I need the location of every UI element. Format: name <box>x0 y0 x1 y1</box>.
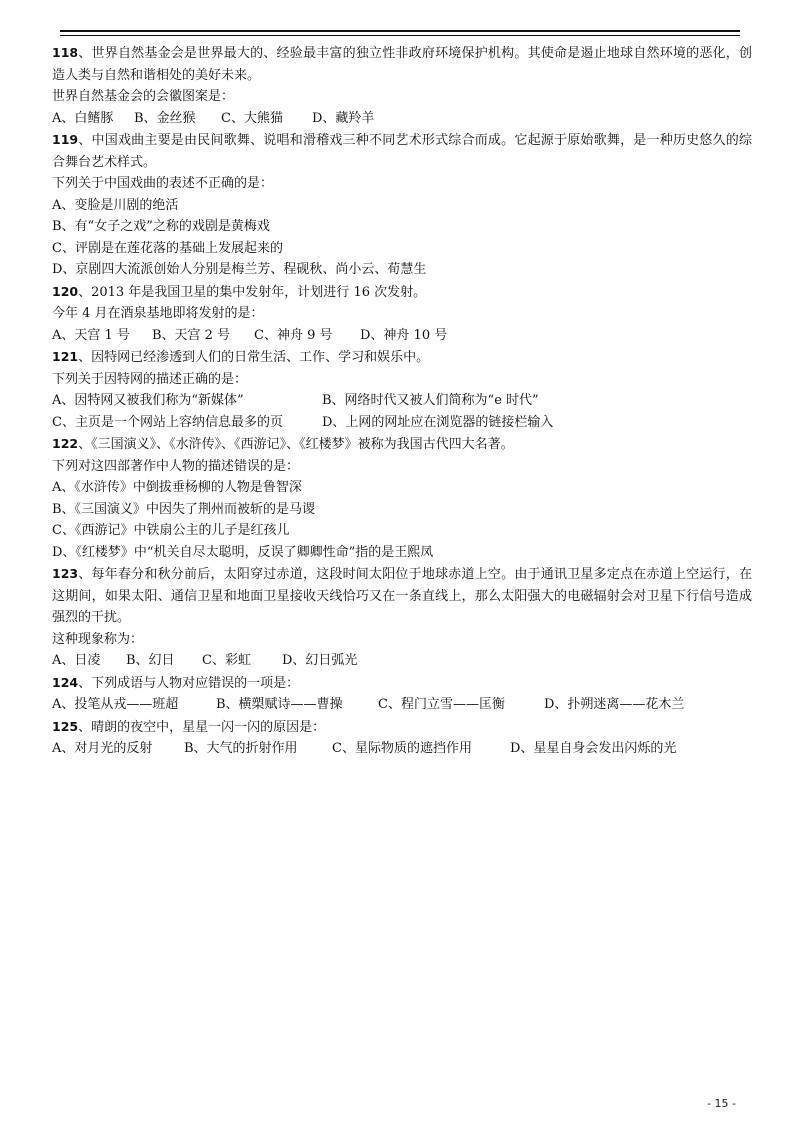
question-123 <box>52 563 752 672</box>
question-prompt: 这种现象称为： <box>52 631 144 647</box>
question-119 <box>52 129 752 281</box>
option-b: B、横槊赋诗——曹操 <box>216 697 343 712</box>
document-body <box>52 42 752 760</box>
option-c: C、星际物质的遮挡作用 <box>332 741 472 756</box>
question-number: 121 <box>52 349 79 364</box>
option-a: A、因特网又被我们称为“新媒体” <box>52 393 244 408</box>
option-a: A、日凌 <box>52 653 101 668</box>
option-b: B、大气的折射作用 <box>184 741 298 756</box>
question-122 <box>52 433 752 563</box>
option-a: A、变脸是川剧的绝活 <box>52 197 179 213</box>
question-text: 、《三国演义》、《水浒传》、《西游记》、《红楼梦》被称为我国古代四大名著。 <box>78 437 514 452</box>
options-row <box>52 694 752 716</box>
option-a: A、《水浒传》中倒拔垂杨柳的人物是鲁智深 <box>52 480 302 495</box>
question-text: 、每年春分和秋分前后，太阳穿过赤道，这段时间太阳位于地球赤道上空。由于通讯卫星多定点在赤道上空运行，在这期间，如果太阳、通信卫星和地面卫星接收天线恰巧又在一条直线上，那么太阳强大的电磁辐射会对卫星下行信号造成强烈的干扰。 <box>52 567 752 625</box>
question-prompt: 今年 4 月在酒泉基地即将发射的是： <box>52 306 264 321</box>
option-b: B、网络时代又被人们简称为“e 时代” <box>322 393 539 408</box>
option-a: A、投笔从戎——班超 <box>52 697 179 712</box>
options-row <box>52 108 752 130</box>
option-d: D、星星自身会发出闪烁的光 <box>510 741 677 756</box>
options-row <box>52 325 752 347</box>
question-text: 、中国戏曲主要是由民间歌舞、说唱和滑稽戏三种不同艺术形式综合而成。它起源于原始歌舞，是一种历史悠久的综合舞台艺术样式。 <box>52 133 752 170</box>
option-c: C、《西游记》中铁扇公主的儿子是红孩儿 <box>52 523 290 538</box>
header-rule-thick <box>60 30 740 32</box>
option-b: B、金丝猴 <box>134 110 196 126</box>
options-row <box>52 738 752 760</box>
option-d: D、幻日弧光 <box>282 653 358 668</box>
option-d: D、上网的网址应在浏览器的链接栏输入 <box>322 414 554 430</box>
question-prompt: 下列关于中国戏曲的表述不正确的是： <box>52 176 274 191</box>
question-number: 120 <box>52 283 79 299</box>
option-c: C、大熊猫 <box>221 110 283 126</box>
question-number: 118 <box>52 45 79 60</box>
question-text: 、下列成语与人物对应错误的一项是： <box>78 675 300 691</box>
option-c: C、评剧是在莲花落的基础上发展起来的 <box>52 240 283 256</box>
question-125 <box>52 716 752 760</box>
option-a: A、对月光的反射 <box>52 741 153 756</box>
question-118 <box>52 42 752 129</box>
question-121 <box>52 346 752 433</box>
option-c: C、程门立雪——匡衡 <box>378 697 505 712</box>
option-d: D、扑朔迷离——花木兰 <box>544 697 685 712</box>
question-number: 125 <box>52 718 79 734</box>
option-d: D、《红楼梦》中“机关自尽太聪明，反误了卿卿性命”指的是王熙凤 <box>52 544 434 560</box>
question-number: 123 <box>52 566 79 581</box>
option-b: B、幻日 <box>126 653 175 668</box>
question-number: 119 <box>52 132 79 147</box>
question-text: 、晴朗的夜空中，星星一闪一闪的原因是： <box>78 719 326 735</box>
option-c: C、彩虹 <box>202 653 251 668</box>
question-prompt: 世界自然基金会的会徽图案是： <box>52 89 235 104</box>
option-d: D、藏羚羊 <box>312 110 375 126</box>
question-number: 122 <box>52 436 79 451</box>
option-c: C、主页是一个网站上容纳信息最多的页 <box>52 414 283 430</box>
question-124 <box>52 672 752 716</box>
option-a: A、白鳍豚 <box>52 110 114 126</box>
question-number: 124 <box>52 674 79 690</box>
question-text: 、世界自然基金会是世界最大的、经验最丰富的独立性非政府环境保护机构。其使命是遏止地球自然环境的恶化，创造人类与自然和谐相处的美好未来。 <box>52 46 752 83</box>
option-d: D、神舟 10 号 <box>360 327 448 343</box>
page-number: - 15 - <box>707 1097 736 1110</box>
option-d: D、京剧四大流派创始人分别是梅兰芳、程砚秋、尚小云、荀慧生 <box>52 262 427 277</box>
option-b: B、天宫 2 号 <box>152 327 231 343</box>
options-row <box>52 650 752 672</box>
question-prompt: 下列对这四部著作中人物的描述错误的是： <box>52 458 300 474</box>
question-prompt: 下列关于因特网的描述正确的是： <box>52 371 248 387</box>
option-b: B、《三国演义》中因失了荆州而被斩的是马谡 <box>52 501 316 517</box>
question-text: 、2013 年是我国卫星的集中发射年，计划进行 16 次发射。 <box>78 284 427 300</box>
header-rule-thin <box>60 35 740 36</box>
option-c: C、神舟 9 号 <box>254 327 333 343</box>
option-b: B、有“女子之戏”之称的戏剧是黄梅戏 <box>52 219 270 234</box>
option-a: A、天宫 1 号 <box>52 327 130 343</box>
options-grid <box>52 390 752 433</box>
question-120 <box>52 281 752 347</box>
question-text: 、因特网已经渗透到人们的日常生活、工作、学习和娱乐中。 <box>78 350 430 365</box>
